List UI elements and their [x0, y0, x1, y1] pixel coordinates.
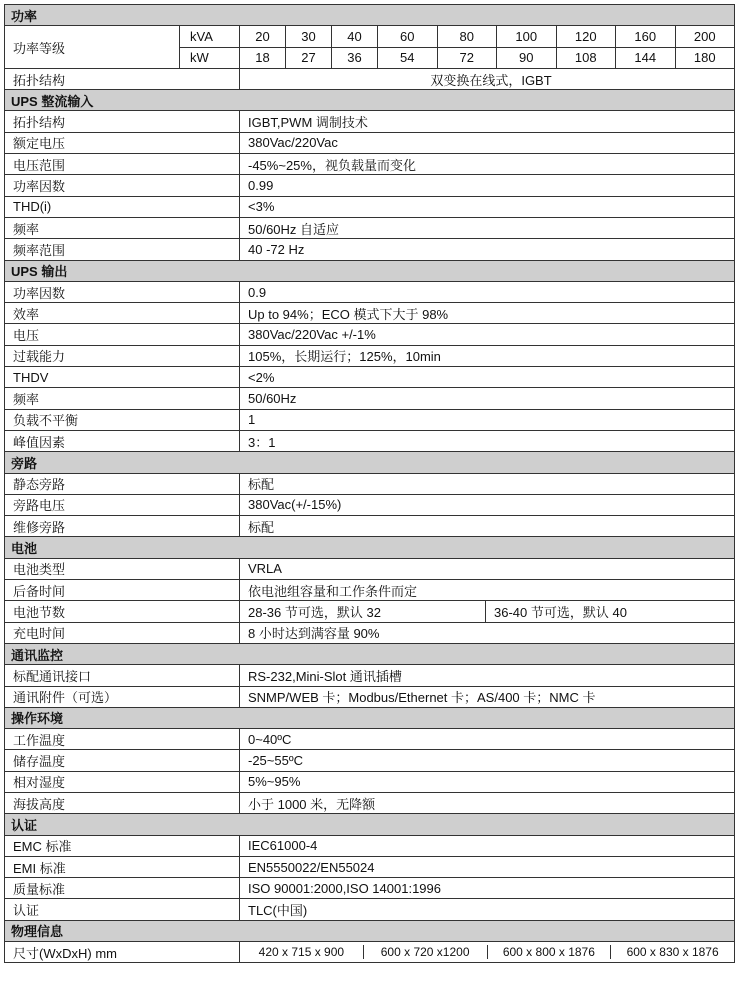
table-row	[4, 494, 735, 515]
kw-value: 27	[285, 48, 331, 68]
section-title: 电池	[5, 537, 734, 557]
row-value: 8 小时达到满容量 90%	[239, 623, 734, 643]
kva-value: 100	[496, 26, 556, 46]
row-value: 50/60Hz 自适应	[239, 218, 734, 238]
section-header-ups-output	[4, 260, 735, 281]
table-row	[4, 302, 735, 323]
row-value: IEC61000-4	[239, 836, 734, 856]
power-rating-label: 功率等级	[13, 40, 66, 56]
row-label: 后备时间	[13, 583, 66, 599]
power-rating-block	[4, 25, 735, 68]
row-label: 频率	[13, 221, 40, 237]
section-title: 物理信息	[5, 921, 734, 941]
table-row	[4, 728, 735, 749]
table-row	[4, 153, 735, 174]
table-row	[4, 345, 735, 366]
table-row	[4, 132, 735, 153]
row-label: 旁路电压	[13, 498, 66, 514]
table-row	[4, 941, 735, 963]
row-value: 依电池组容量和工作条件而定	[239, 580, 734, 600]
table-row	[4, 68, 735, 89]
row-value: 标配	[239, 474, 734, 494]
table-row	[4, 430, 735, 451]
size-value: 600 x 830 x 1876	[610, 945, 734, 959]
row-label: 电压范围	[13, 157, 66, 173]
kva-row	[179, 26, 734, 46]
row-label: 工作温度	[13, 732, 66, 748]
table-row	[4, 686, 735, 707]
table-row	[4, 366, 735, 387]
row-label: EMI 标准	[13, 860, 66, 876]
table-row	[4, 174, 735, 195]
row-value: -45%~25%，视负载量而变化	[239, 154, 734, 174]
section-header-ups-input	[4, 89, 735, 110]
kva-value: 20	[239, 26, 285, 46]
kva-value: 60	[377, 26, 437, 46]
row-value: 5%~95%	[239, 772, 734, 792]
row-label: 认证	[13, 903, 40, 919]
row-label: 功率因数	[13, 179, 66, 195]
kva-value: 160	[615, 26, 675, 46]
row-value: <2%	[239, 367, 734, 387]
table-row	[4, 664, 735, 685]
row-label: 维修旁路	[13, 519, 66, 535]
table-row	[4, 196, 735, 217]
section-header-environment	[4, 707, 735, 728]
size-value: 600 x 720 x1200	[363, 945, 487, 959]
row-label: 过载能力	[13, 349, 66, 365]
row-label: 负载不平衡	[13, 413, 79, 429]
row-value: 105%，长期运行；125%，10min	[239, 346, 734, 366]
row-value: 0.99	[239, 175, 734, 195]
row-label: 尺寸(WxDxH) mm	[13, 945, 117, 961]
table-row	[4, 749, 735, 770]
section-header-power	[4, 4, 735, 25]
row-value: RS-232,Mini-Slot 通讯插槽	[239, 665, 734, 685]
table-row	[4, 877, 735, 898]
section-title: 功率	[5, 5, 734, 25]
power-rating-grid	[179, 26, 734, 68]
kva-value: 40	[331, 26, 377, 46]
row-label: EMC 标准	[13, 839, 72, 855]
row-label: 充电时间	[13, 626, 66, 642]
row-value: 标配	[239, 516, 734, 536]
table-row	[4, 515, 735, 536]
kw-value: 108	[556, 48, 616, 68]
table-row	[4, 622, 735, 643]
row-label: THD(i)	[13, 199, 52, 215]
table-row	[4, 856, 735, 877]
kva-value: 200	[675, 26, 735, 46]
row-label: 通讯附件（可选）	[13, 690, 118, 706]
section-header-battery	[4, 536, 735, 557]
row-label: 电压	[13, 328, 40, 344]
row-label: 标配通讯接口	[13, 668, 92, 684]
table-row	[4, 281, 735, 302]
row-label: THDV	[13, 369, 49, 385]
section-header-physical	[4, 920, 735, 941]
kw-row	[179, 47, 734, 68]
kva-unit: kVA	[179, 26, 239, 46]
row-value: IGBT,PWM 调制技术	[239, 111, 734, 131]
table-row	[4, 835, 735, 856]
section-title: 认证	[5, 814, 734, 834]
kw-value: 54	[377, 48, 437, 68]
table-row	[4, 217, 735, 238]
row-value: 3：1	[239, 431, 734, 451]
kw-value: 90	[496, 48, 556, 68]
row-value: 28-36 节可选，默认 32	[239, 601, 485, 621]
row-value: TLC(中国)	[239, 899, 734, 919]
row-label: 频率范围	[13, 242, 66, 258]
kw-value: 18	[239, 48, 285, 68]
row-label: 电池类型	[13, 562, 66, 578]
kva-value: 80	[437, 26, 497, 46]
section-header-comms	[4, 643, 735, 664]
row-value: -25~55ºC	[239, 750, 734, 770]
kw-value: 144	[615, 48, 675, 68]
kva-value: 30	[285, 26, 331, 46]
kw-value: 72	[437, 48, 497, 68]
row-label: 相对湿度	[13, 775, 66, 791]
kva-value: 120	[556, 26, 616, 46]
row-label: 拓扑结构	[13, 72, 66, 88]
table-row	[4, 771, 735, 792]
row-label: 峰值因素	[13, 434, 66, 450]
table-row	[4, 238, 735, 259]
table-row	[4, 409, 735, 430]
row-value: 380Vac(+/-15%)	[239, 495, 734, 515]
row-value: EN5550022/EN55024	[239, 857, 734, 877]
row-value: 0.9	[239, 282, 734, 302]
section-title: 旁路	[5, 452, 734, 472]
table-row	[4, 600, 735, 621]
table-row	[4, 387, 735, 408]
row-label: 海拔高度	[13, 796, 66, 812]
table-row	[4, 323, 735, 344]
row-value: 36-40 节可选，默认 40	[485, 601, 734, 621]
ups-spec-table	[4, 4, 735, 963]
row-value: 40 -72 Hz	[239, 239, 734, 259]
table-row	[4, 558, 735, 579]
row-value: Up to 94%；ECO 模式下大于 98%	[239, 303, 734, 323]
section-header-bypass	[4, 451, 735, 472]
row-value: 380Vac/220Vac	[239, 133, 734, 153]
size-value: 420 x 715 x 900	[258, 945, 345, 960]
kw-value: 180	[675, 48, 735, 68]
size-values	[239, 942, 734, 962]
row-value: ISO 90001:2000,ISO 14001:1996	[239, 878, 734, 898]
row-label: 电池节数	[13, 604, 66, 620]
row-value: SNMP/WEB 卡；Modbus/Ethernet 卡；AS/400 卡；NMC 卡	[239, 687, 734, 707]
row-label: 频率	[13, 391, 40, 407]
section-title: UPS 整流输入	[5, 90, 734, 110]
table-row	[4, 110, 735, 131]
table-row	[4, 898, 735, 919]
row-label: 储存温度	[13, 754, 66, 770]
row-value: VRLA	[239, 559, 734, 579]
row-value: 小于 1000 米，无降额	[239, 793, 734, 813]
section-title: 通讯监控	[5, 644, 734, 664]
row-label: 效率	[13, 306, 40, 322]
row-value: 1	[239, 410, 734, 430]
row-value: 0~40ºC	[239, 729, 734, 749]
row-label: 功率因数	[13, 285, 66, 301]
row-value: 50/60Hz	[239, 388, 734, 408]
table-row	[4, 579, 735, 600]
row-value: 380Vac/220Vac +/-1%	[239, 324, 734, 344]
table-row	[4, 473, 735, 494]
section-header-certification	[4, 813, 735, 834]
section-title: 操作环境	[5, 708, 734, 728]
row-value: 双变换在线式，IGBT	[239, 69, 734, 89]
row-value: <3%	[239, 197, 734, 217]
row-label: 质量标准	[13, 881, 66, 897]
row-label: 额定电压	[13, 136, 66, 152]
size-value: 600 x 800 x 1876	[487, 945, 611, 959]
kw-unit: kW	[179, 48, 239, 68]
kw-value: 36	[331, 48, 377, 68]
section-title: UPS 输出	[5, 261, 734, 281]
row-label: 拓扑结构	[13, 115, 66, 131]
row-label: 静态旁路	[13, 477, 66, 493]
table-row	[4, 792, 735, 813]
